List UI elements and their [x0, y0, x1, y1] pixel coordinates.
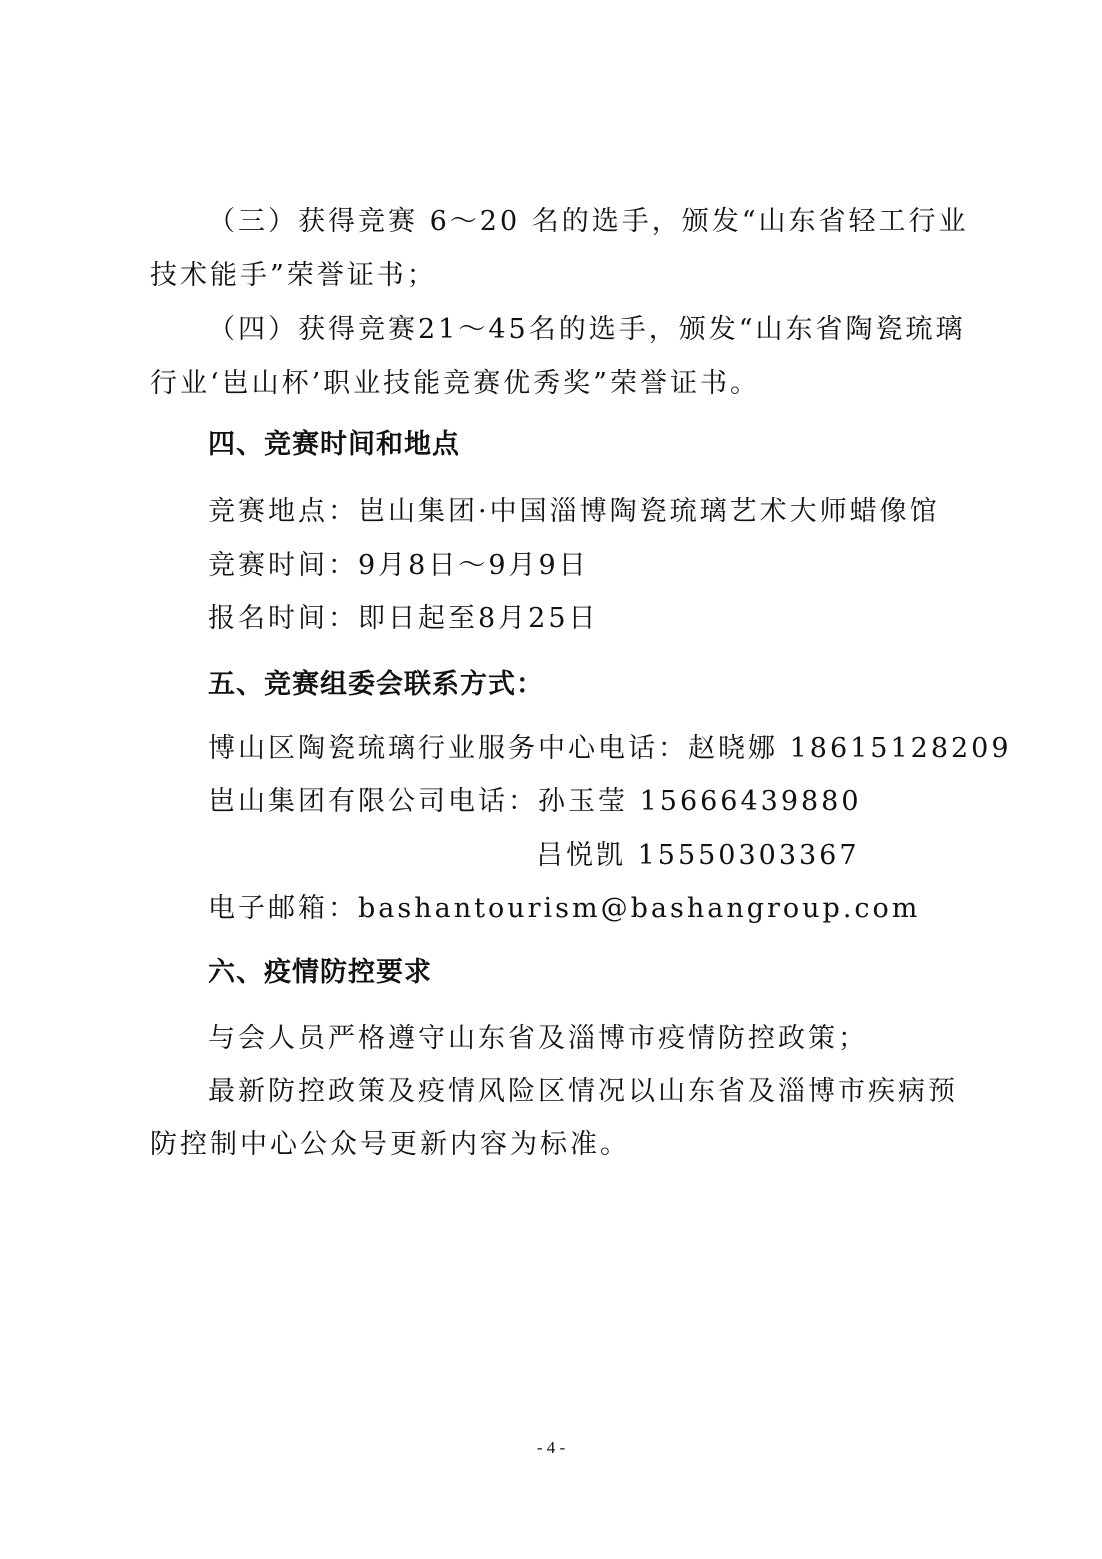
page-number: - 4 - — [536, 1438, 566, 1457]
section4-heading: 四、竞赛时间和地点 — [208, 429, 460, 460]
registration-line: 报名时间：即日起至8月25日 — [208, 603, 599, 634]
award-4-line2: 行业‘岜山杯’职业技能竞赛优秀奖”荣誉证书。 — [150, 368, 760, 399]
epidemic-line-1: 与会人员严格遵守山东省及淄博市疫情防控政策； — [208, 1023, 868, 1054]
time-line: 竞赛时间：9月8日～9月9日 — [208, 550, 589, 581]
email-line: 电子邮箱：bashantourism@bashangroup.com — [208, 893, 921, 924]
epidemic-line-3: 防控制中心公众号更新内容为标准。 — [150, 1129, 630, 1160]
contact-line-1: 博山区陶瓷琉璃行业服务中心电话：赵晓娜 18615128209 — [208, 733, 1012, 764]
section5-heading: 五、竞赛组委会联系方式： — [208, 669, 544, 700]
award-3-line1: （三）获得竞赛 6～20 名的选手，颁发“山东省轻工行业 — [208, 206, 969, 237]
section6-heading: 六、疫情防控要求 — [208, 957, 432, 988]
venue-line: 竞赛地点：岜山集团·中国淄博陶瓷琉璃艺术大师蜡像馆 — [208, 496, 940, 527]
award-4-line1: （四）获得竞赛21～45名的选手，颁发“山东省陶瓷琉璃 — [208, 314, 966, 345]
award-3-line2: 技术能手”荣誉证书； — [150, 260, 437, 291]
epidemic-line-2: 最新防控政策及疫情风险区情况以山东省及淄博市疾病预 — [208, 1076, 958, 1107]
contact-line-3: 吕悦凯 15550303367 — [536, 840, 860, 871]
contact-line-2: 岜山集团有限公司电话：孙玉莹 15666439880 — [208, 786, 862, 817]
